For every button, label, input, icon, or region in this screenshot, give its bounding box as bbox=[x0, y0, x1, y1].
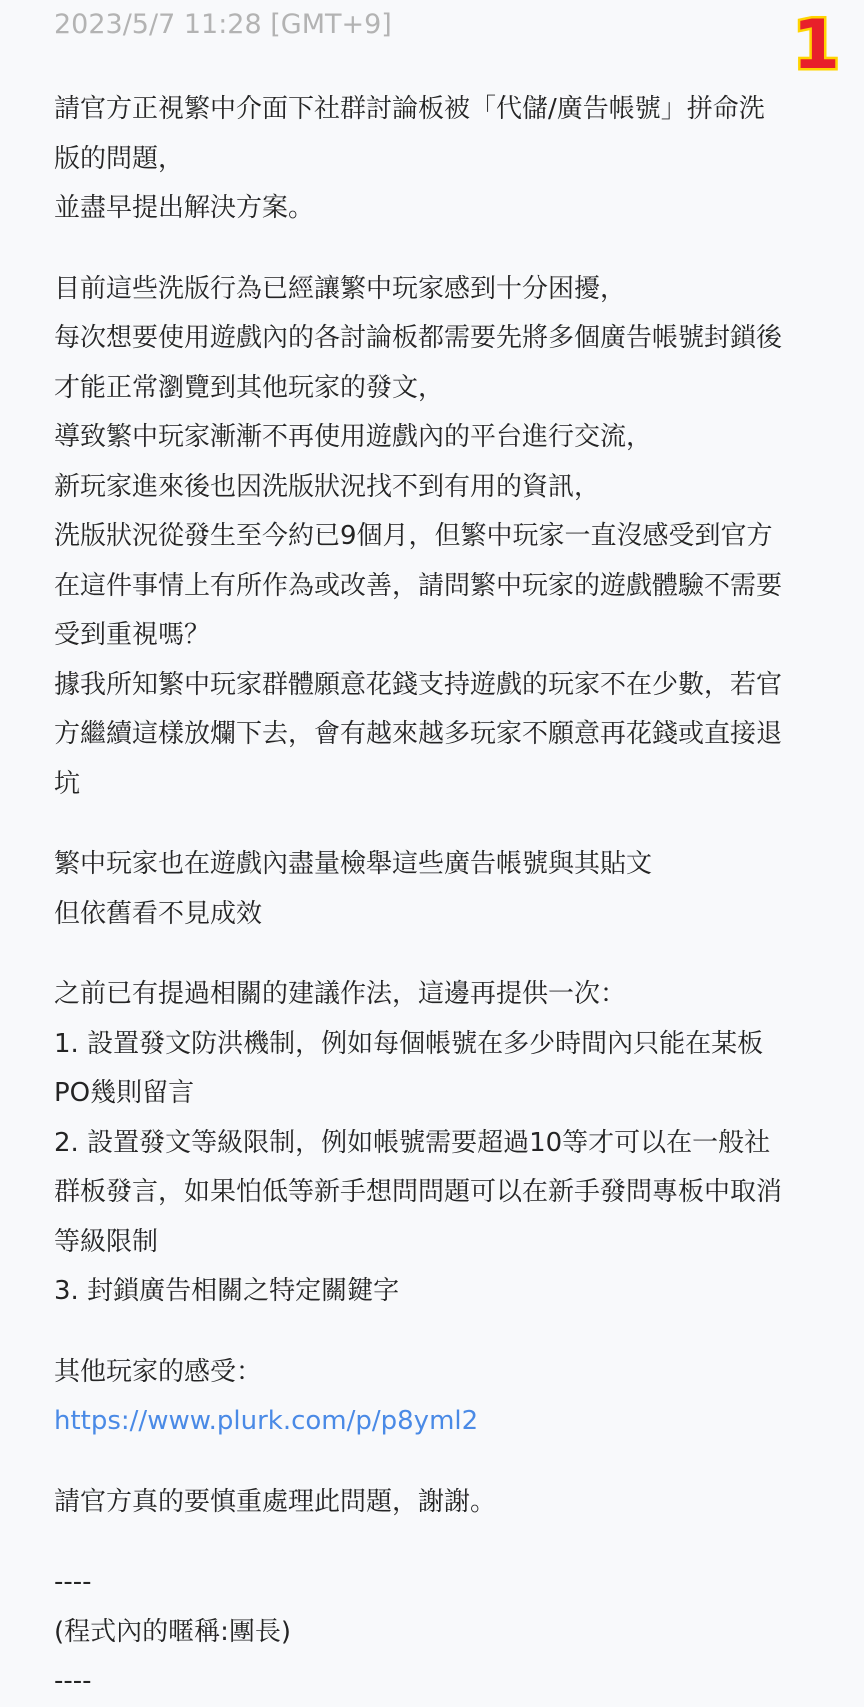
text-line: 目前這些洗版行為已經讓繁中玩家感到十分困擾， bbox=[54, 273, 627, 304]
text-line: 其他玩家的感受： bbox=[54, 1356, 263, 1387]
text-line: 導致繁中玩家漸漸不再使用遊戲內的平台進行交流， bbox=[54, 422, 653, 452]
text-line: 之前已有提過相關的建議作法，這邊再提供一次： bbox=[54, 979, 627, 1009]
text-line: 坑 bbox=[54, 768, 81, 799]
text-line: 並盡早提出解決方案。 bbox=[54, 193, 315, 223]
text-line: 才能正常瀏覽到其他玩家的發文， bbox=[54, 372, 445, 403]
divider-text: ---- bbox=[54, 1666, 92, 1696]
text-line: 據我所知繁中玩家群體願意花錢支持遊戲的玩家不在少數，若官 bbox=[54, 669, 783, 700]
paragraph-other-players bbox=[54, 1348, 824, 1447]
paragraph-problem bbox=[54, 265, 824, 810]
text-line: 在這件事情上有所作為或改善，請問繁中玩家的遊戲體驗不需要 bbox=[54, 570, 783, 601]
suggestion-item: 2. 設置發文等級限制，例如帳號需要超過10等才可以在一般社 bbox=[54, 1127, 771, 1158]
text-line: 版的問題， bbox=[54, 143, 185, 174]
paragraph-reports bbox=[54, 840, 824, 939]
text-line: 方繼續這樣放爛下去，會有越來越多玩家不願意再花錢或直接退 bbox=[54, 719, 783, 749]
paragraph-signature bbox=[54, 1558, 824, 1707]
text-line: 繁中玩家也在遊戲內盡量檢舉這些廣告帳號與其貼文 bbox=[54, 849, 653, 879]
text-line: 但依舊看不見成效 bbox=[54, 898, 263, 929]
text-line: 洗版狀況從發生至今約已9個月，但繁中玩家一直沒感受到官方 bbox=[54, 521, 773, 551]
text-line: 新玩家進來後也因洗版狀況找不到有用的資訊， bbox=[54, 471, 601, 502]
suggestion-item: 群板發言，如果怕低等新手想問問題可以在新手發問專板中取消 bbox=[54, 1177, 783, 1207]
text-line: 請官方真的要慎重處理此問題，謝謝。 bbox=[54, 1486, 497, 1517]
suggestion-item: PO幾則留言 bbox=[54, 1078, 195, 1108]
page-number-badge: 1 bbox=[792, 6, 840, 85]
paragraph-suggestions bbox=[54, 970, 824, 1317]
post-body bbox=[54, 85, 824, 1707]
paragraph-closing bbox=[54, 1478, 824, 1528]
text-line: 每次想要使用遊戲內的各討論板都需要先將多個廣告帳號封鎖後 bbox=[54, 323, 783, 353]
post-timestamp: 2023/5/7 11:28 [GMT+9] bbox=[54, 9, 392, 40]
nickname-signature: (程式內的暱稱:團長) bbox=[54, 1616, 292, 1647]
plurk-link[interactable]: https://www.plurk.com/p/p8yml2 bbox=[54, 1406, 479, 1436]
suggestion-item: 等級限制 bbox=[54, 1226, 159, 1257]
paragraph-request bbox=[54, 85, 824, 234]
divider-text: ---- bbox=[54, 1567, 92, 1597]
text-line: 請官方正視繁中介面下社群討論板被「代儲/廣告帳號」拼命洗 bbox=[54, 94, 765, 124]
suggestion-item: 1. 設置發文防洪機制，例如每個帳號在多少時間內只能在某板 bbox=[54, 1028, 764, 1059]
text-line: 受到重視嗎？ bbox=[54, 620, 211, 650]
suggestion-item: 3. 封鎖廣告相關之特定關鍵字 bbox=[54, 1276, 400, 1306]
